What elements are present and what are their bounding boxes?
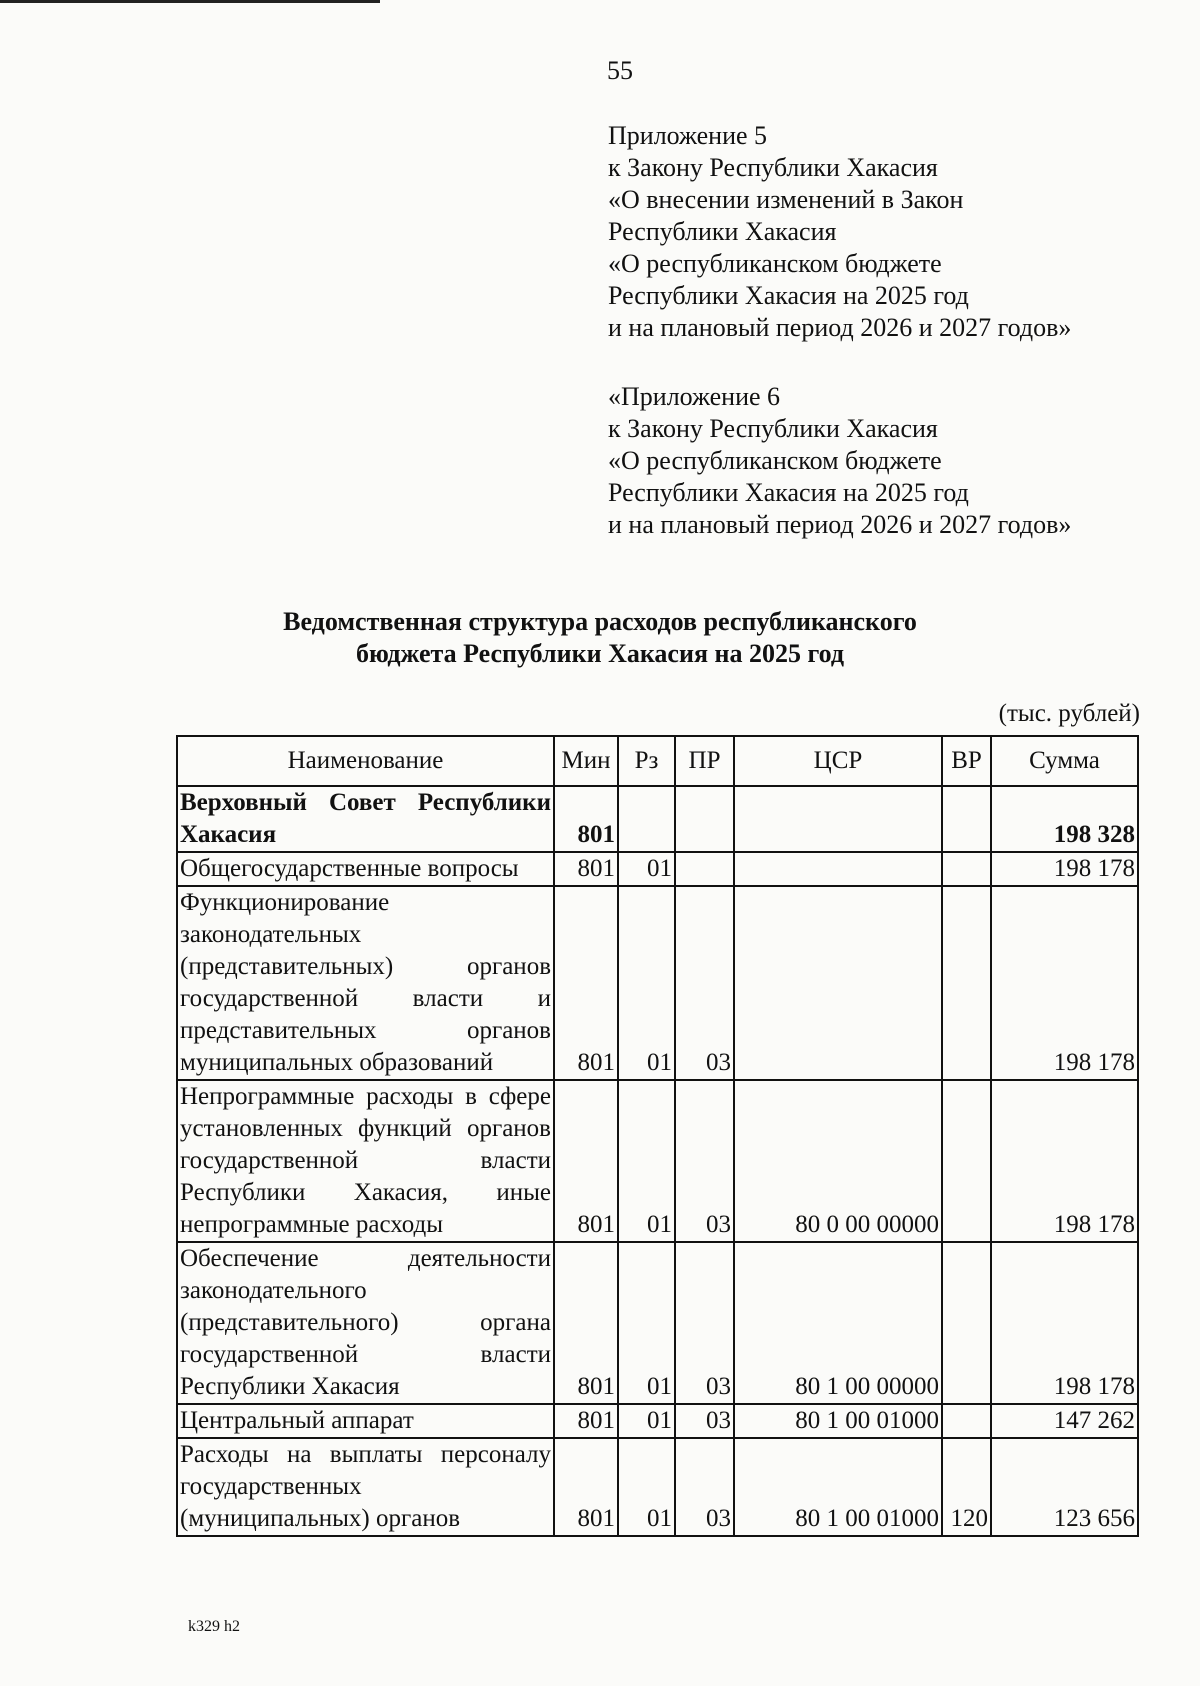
units-label: (тыс. рублей) [998, 700, 1140, 727]
cell-min: 801 [554, 1438, 618, 1536]
cell-sum: 147 262 [991, 1404, 1138, 1438]
cell-min: 801 [554, 786, 618, 852]
cell-vr [942, 852, 991, 886]
cell-rz: 01 [618, 886, 675, 1080]
cell-min: 801 [554, 1242, 618, 1404]
page-number: 55 [607, 56, 633, 85]
appendix-header-inner [608, 381, 1071, 541]
cell-name: Расходы на выплаты персоналу государственных (муниципальных) органов [177, 1438, 554, 1536]
cell-pr [675, 786, 734, 852]
column-header-rz: Рз [618, 736, 675, 786]
cell-csr [734, 786, 942, 852]
appendix-inner-line: Республики Хакасия на 2025 год [608, 478, 969, 507]
appendix-header-line: «О внесении изменений в Закон [608, 185, 964, 214]
cell-rz: 01 [618, 1080, 675, 1242]
column-header-csr: ЦСР [734, 736, 942, 786]
table-row [177, 786, 1138, 852]
cell-min: 801 [554, 852, 618, 886]
column-header-min: Мин [554, 736, 618, 786]
cell-pr [675, 852, 734, 886]
cell-sum: 198 328 [991, 786, 1138, 852]
table-header-row [177, 736, 1138, 786]
cell-pr: 03 [675, 886, 734, 1080]
table-row [177, 1242, 1138, 1404]
cell-vr: 120 [942, 1438, 991, 1536]
cell-min: 801 [554, 1404, 618, 1438]
appendix-header-line: Республики Хакасия [608, 217, 837, 246]
cell-sum: 198 178 [991, 852, 1138, 886]
cell-csr: 80 0 00 00000 [734, 1080, 942, 1242]
appendix-header-line: к Закону Республики Хакасия [608, 153, 938, 182]
cell-vr [942, 786, 991, 852]
cell-pr: 03 [675, 1438, 734, 1536]
cell-rz: 01 [618, 1438, 675, 1536]
table-row [177, 886, 1138, 1080]
cell-sum: 123 656 [991, 1438, 1138, 1536]
cell-name: Верховный Совет Республики Хакасия [177, 786, 554, 852]
cell-min: 801 [554, 886, 618, 1080]
cell-vr [942, 886, 991, 1080]
document-title [150, 606, 1050, 670]
table-row [177, 852, 1138, 886]
cell-min: 801 [554, 1080, 618, 1242]
column-header-pr: ПР [675, 736, 734, 786]
document-title-line: бюджета Республики Хакасия на 2025 год [355, 639, 845, 668]
cell-pr: 03 [675, 1080, 734, 1242]
cell-pr: 03 [675, 1242, 734, 1404]
column-header-sum: Сумма [991, 736, 1138, 786]
cell-name: Центральный аппарат [177, 1404, 554, 1438]
cell-name: Обеспечение деятельности законодательного (представительного) органа государственной власти Республики Хакасия [177, 1242, 554, 1404]
scan-edge-mark [0, 0, 380, 3]
cell-rz [618, 786, 675, 852]
appendix-inner-line: к Закону Республики Хакасия [608, 414, 938, 443]
footer-code: k329 h2 [188, 1618, 240, 1635]
cell-pr: 03 [675, 1404, 734, 1438]
cell-csr [734, 886, 942, 1080]
cell-sum: 198 178 [991, 1242, 1138, 1404]
cell-vr [942, 1242, 991, 1404]
document-title-line: Ведомственная структура расходов республиканского [283, 607, 917, 636]
cell-name: Функционирование законодательных (представительных) органов государственной власти и представительных органов муниципальных образований [177, 886, 554, 1080]
appendix-inner-line: и на плановый период 2026 и 2027 годов» [608, 510, 1072, 539]
column-header-name: Наименование [177, 736, 554, 786]
appendix-header-line: Приложение 5 [608, 121, 768, 150]
appendix-header-line: и на плановый период 2026 и 2027 годов» [608, 313, 1072, 342]
cell-rz: 01 [618, 1404, 675, 1438]
cell-vr [942, 1404, 991, 1438]
table-row [177, 1080, 1138, 1242]
appendix-inner-line: «Приложение 6 [608, 382, 781, 411]
appendix-inner-line: «О республиканском бюджете [608, 446, 942, 475]
budget-table [176, 735, 1139, 1537]
cell-vr [942, 1080, 991, 1242]
appendix-header-line: «О республиканском бюджете [608, 249, 942, 278]
cell-csr: 80 1 00 01000 [734, 1404, 942, 1438]
appendix-header-line: Республики Хакасия на 2025 год [608, 281, 969, 310]
cell-name: Общегосударственные вопросы [177, 852, 554, 886]
cell-rz: 01 [618, 852, 675, 886]
column-header-vr: ВР [942, 736, 991, 786]
table-row [177, 1438, 1138, 1536]
cell-sum: 198 178 [991, 1080, 1138, 1242]
cell-rz: 01 [618, 1242, 675, 1404]
cell-name: Непрограммные расходы в сфере установленных функций органов государственной власти Республики Хакасия, иные непрограммные расходы [177, 1080, 554, 1242]
table-row [177, 1404, 1138, 1438]
cell-csr [734, 852, 942, 886]
cell-csr: 80 1 00 01000 [734, 1438, 942, 1536]
appendix-header [608, 120, 1071, 344]
cell-csr: 80 1 00 00000 [734, 1242, 942, 1404]
cell-sum: 198 178 [991, 886, 1138, 1080]
